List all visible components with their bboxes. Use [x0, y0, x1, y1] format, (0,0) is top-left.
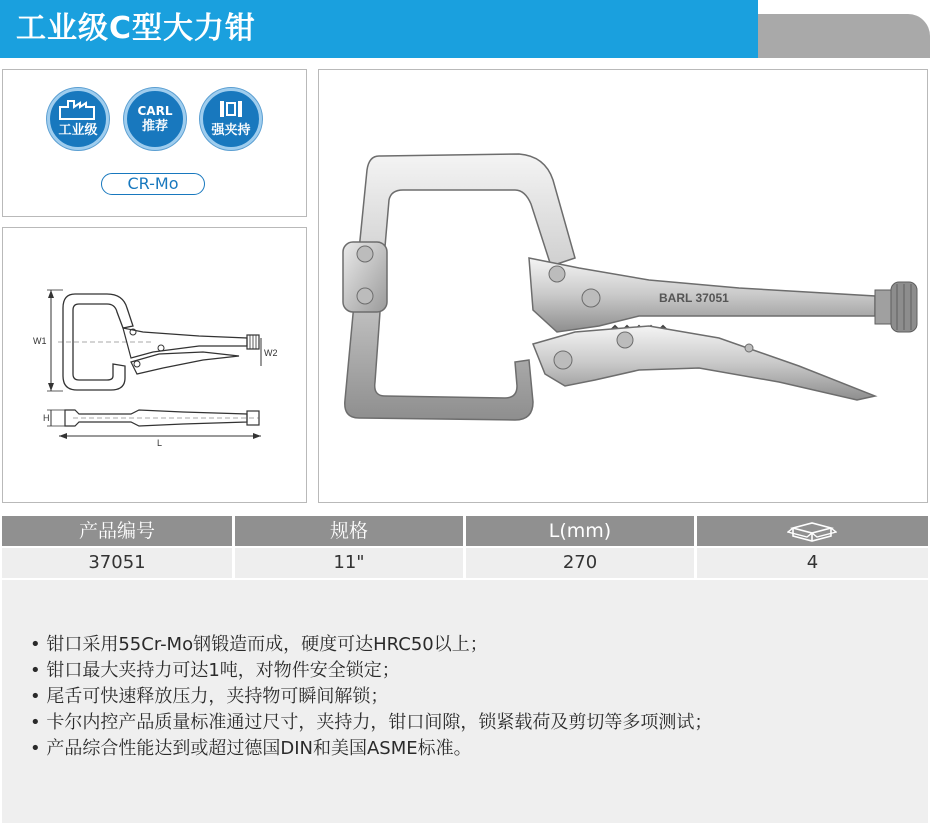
- header-tab-decoration: [758, 14, 930, 58]
- badge-label: 推荐: [141, 119, 168, 134]
- table-cell-length: 270: [466, 548, 694, 578]
- badge-label: 工业级: [58, 123, 98, 138]
- product-engraving: BARL 37051: [659, 291, 729, 305]
- page-title: 工业级C型大力钳: [16, 11, 257, 46]
- table-cell-spec: 11": [235, 548, 463, 578]
- feature-item: • 产品综合性能达到或超过德国DIN和美国ASME标准。: [30, 736, 712, 762]
- badge-industrial: [47, 88, 109, 150]
- c-clamp-plier-image: [319, 70, 927, 502]
- feature-item: • 卡尔内控产品质量标准通过尺寸，夹持力，钳口间隙，锁紧载荷及剪切等多项测试；: [30, 710, 712, 736]
- table-cell-package: 4: [697, 548, 928, 578]
- technical-drawing: [3, 228, 306, 502]
- badge-strong-clamp: [200, 88, 262, 150]
- badge-label: 强夹持: [211, 123, 251, 138]
- dim-label-h: H: [43, 413, 50, 423]
- table-header-product-code: 产品编号: [2, 516, 232, 546]
- table-header-length: L(mm): [466, 516, 694, 546]
- feature-item: • 尾舌可快速释放压力，夹持物可瞬间解锁；: [30, 684, 712, 710]
- table-header-package: [697, 516, 928, 546]
- feature-item: • 钳口采用55Cr-Mo钢锻造而成，硬度可达HRC50以上；: [30, 632, 712, 658]
- dim-label-w1: W1: [33, 336, 47, 346]
- dim-label-w2: W2: [264, 348, 278, 358]
- badge-carl-recommend: [124, 88, 186, 150]
- box-icon: [787, 520, 837, 542]
- factory-icon: [50, 93, 106, 123]
- material-badge: CR-Mo: [101, 173, 205, 195]
- carl-logo-icon: CARL: [137, 104, 173, 118]
- table-header-spec: 规格: [235, 516, 463, 546]
- product-photo-panel: [318, 69, 928, 503]
- technical-drawing-panel: [2, 227, 307, 503]
- feature-list: [30, 632, 712, 762]
- dim-label-l: L: [157, 438, 163, 448]
- table-cell-product-code: 37051: [2, 548, 232, 578]
- feature-item: • 钳口最大夹持力可达1吨，对物件安全锁定；: [30, 658, 712, 684]
- clamp-icon: [203, 95, 259, 121]
